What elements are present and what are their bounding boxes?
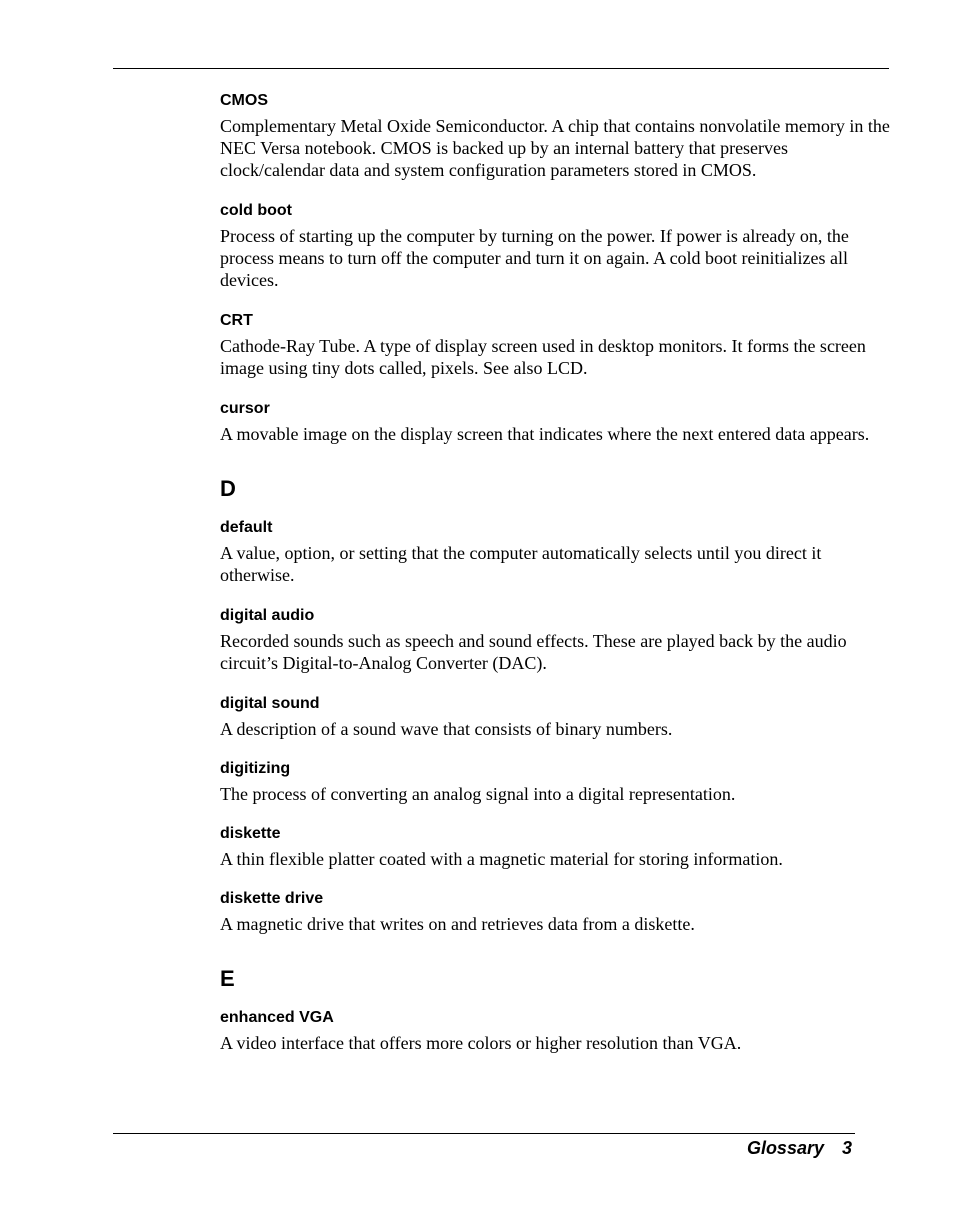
entry-term: diskette drive <box>220 890 324 907</box>
entry-term: digital sound <box>220 695 320 712</box>
entry-term: enhanced VGA <box>220 1009 334 1026</box>
footer-section-title: Glossary <box>746 1138 824 1158</box>
entry-definition: A description of a sound wave that consists of binary numbers. <box>220 719 673 739</box>
glossary-entry <box>220 824 890 870</box>
entry-term: cold boot <box>220 202 292 219</box>
entry-definition: Complementary Metal Oxide Semiconductor. A chip that contains nonvolatile memory in the NEC Versa notebook. CMOS is backed up by an internal battery that preserves clock/calendar data and system configuration parameters stored in CMOS. <box>220 116 890 180</box>
entry-term: digital audio <box>220 607 315 624</box>
entry-definition: A thin flexible platter coated with a magnetic material for storing information. <box>220 849 783 869</box>
header-rule <box>113 68 889 69</box>
glossary-entry <box>220 201 890 291</box>
glossary-entry <box>220 606 890 674</box>
entry-term: CMOS <box>220 92 268 109</box>
section-letter-d: D <box>220 476 236 501</box>
section-letter-e: E <box>220 966 235 991</box>
page-footer <box>747 1136 852 1160</box>
glossary-entry <box>220 311 890 379</box>
footer-rule <box>113 1133 855 1134</box>
entry-term: cursor <box>220 400 270 417</box>
entry-term: default <box>220 519 273 536</box>
entry-term: digitizing <box>220 760 291 777</box>
glossary-entry <box>220 889 890 935</box>
entry-definition: A movable image on the display screen that indicates where the next entered data appears. <box>220 424 870 444</box>
entry-definition: Cathode-Ray Tube. A type of display screen used in desktop monitors. It forms the screen image using tiny dots called, pixels. See also LCD. <box>220 336 866 378</box>
page-number: 3 <box>841 1138 852 1158</box>
entry-definition: A value, option, or setting that the computer automatically selects until you direct it otherwise. <box>220 543 822 585</box>
glossary-entry <box>220 399 890 445</box>
entry-definition: Recorded sounds such as speech and sound effects. These are played back by the audio circuit’s Digital-to-Analog Converter (DAC). <box>220 631 847 673</box>
glossary-entry <box>220 1008 890 1054</box>
glossary-entry <box>220 759 890 805</box>
entry-definition: A magnetic drive that writes on and retrieves data from a diskette. <box>220 914 695 934</box>
entry-definition: A video interface that offers more colors or higher resolution than VGA. <box>220 1033 742 1053</box>
entry-term: CRT <box>220 312 253 329</box>
entry-definition: The process of converting an analog signal into a digital representation. <box>220 784 736 804</box>
glossary-entry <box>220 91 890 181</box>
glossary-entry <box>220 694 890 740</box>
entry-term: diskette <box>220 825 281 842</box>
entry-definition: Process of starting up the computer by turning on the power. If power is already on, the process means to turn off the computer and turn it on again. A cold boot reinitializes all devices. <box>220 226 849 290</box>
glossary-content <box>220 91 890 1074</box>
glossary-entry <box>220 518 890 586</box>
